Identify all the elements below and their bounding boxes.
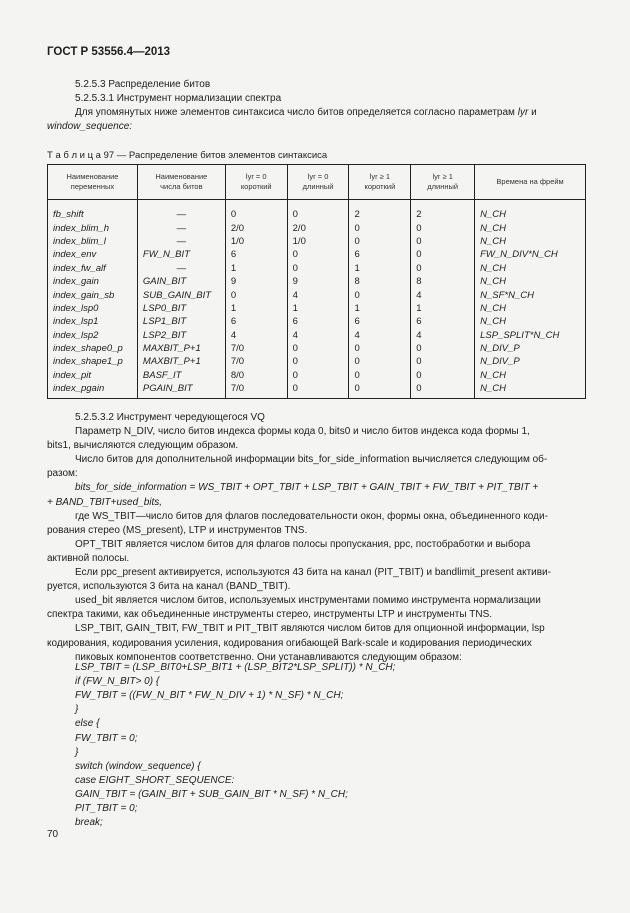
- intro-conj: и: [531, 107, 537, 118]
- table-cell: N_CH: [475, 369, 586, 382]
- table-row: [48, 315, 586, 328]
- code-line: FW_TBIT = 0;: [75, 732, 138, 744]
- table-cell: 6: [287, 315, 349, 328]
- table-cell: FW_N_DIV*N_CH: [475, 248, 586, 261]
- table-cell: —: [137, 262, 225, 275]
- table-cell: 0: [411, 248, 475, 261]
- table-cell: BASF_IT: [137, 369, 225, 382]
- code-line: FW_TBIT = ((FW_N_BIT * FW_N_DIV + 1) * N_SF) * N_CH;: [75, 690, 344, 702]
- table-row: [48, 235, 586, 248]
- table-cell: N_CH: [475, 302, 586, 315]
- table-cell: 1/0: [287, 235, 349, 248]
- table-cell: N_DIV_P: [475, 355, 586, 368]
- table-cell: 0: [349, 382, 411, 399]
- table-cell: 0: [287, 262, 349, 275]
- table-cell: index_pgain: [48, 382, 138, 399]
- table-cell: MAXBIT_P+1: [137, 355, 225, 368]
- table-row: [48, 200, 586, 222]
- column-header-line: Наименование: [66, 172, 119, 181]
- table-cell: PGAIN_BIT: [137, 382, 225, 399]
- table-row: [48, 262, 586, 275]
- table-cell: N_CH: [475, 200, 586, 222]
- table-cell: 0: [225, 200, 287, 222]
- table-cell: 4: [225, 329, 287, 342]
- table-cell: 6: [225, 315, 287, 328]
- table-cell: index_blim_h: [48, 221, 138, 234]
- column-header-line: короткий: [240, 182, 272, 191]
- code-line: }: [75, 704, 79, 716]
- column-header: [475, 165, 586, 200]
- body-line: рования стерео (MS_present), LTP и инструментов TNS.: [47, 524, 308, 536]
- code-line: }: [75, 746, 79, 758]
- column-header-line: длинный: [302, 182, 334, 191]
- table-cell: index_pit: [48, 369, 138, 382]
- table-cell: index_fw_alf: [48, 262, 138, 275]
- table-row: [48, 221, 586, 234]
- code-line: GAIN_TBIT = (GAIN_BIT + SUB_GAIN_BIT * N_SF) * N_CH;: [75, 788, 348, 800]
- table-cell: index_env: [48, 248, 138, 261]
- table-cell: index_gain: [48, 275, 138, 288]
- table-row: [48, 275, 586, 288]
- table-cell: GAIN_BIT: [137, 275, 225, 288]
- table-cell: N_CH: [475, 235, 586, 248]
- table-cell: 0: [411, 342, 475, 355]
- column-header: [349, 165, 411, 200]
- table-cell: 2/0: [225, 221, 287, 234]
- body-line: + BAND_TBIT+used_bits,: [47, 496, 163, 508]
- table-cell: 1: [411, 302, 475, 315]
- code-line: if (FW_N_BIT> 0) {: [75, 676, 160, 688]
- code-line: case EIGHT_SHORT_SEQUENCE:: [75, 774, 235, 786]
- table-cell: index_shape1_p: [48, 355, 138, 368]
- table-cell: MAXBIT_P+1: [137, 342, 225, 355]
- table-cell: 0: [411, 221, 475, 234]
- table-cell: N_DIV_P: [475, 342, 586, 355]
- table-cell: 8: [349, 275, 411, 288]
- document-header: ГОСТ Р 53556.4—2013: [47, 46, 171, 58]
- table-cell: N_CH: [475, 382, 586, 399]
- table-cell: 0: [349, 235, 411, 248]
- table-cell: —: [137, 221, 225, 234]
- code-line: else {: [75, 718, 100, 730]
- table-row: [48, 342, 586, 355]
- table-cell: index_lsp1: [48, 315, 138, 328]
- column-header: [137, 165, 225, 200]
- table-cell: 0: [411, 262, 475, 275]
- table-cell: —: [137, 235, 225, 248]
- table-cell: N_CH: [475, 275, 586, 288]
- table-cell: 1: [349, 302, 411, 315]
- table-cell: 0: [411, 369, 475, 382]
- intro-paragraph: [75, 106, 537, 120]
- table-cell: 4: [287, 329, 349, 342]
- table-cell: 0: [349, 369, 411, 382]
- body-line: bits_for_side_information = WS_TBIT + OPT_TBIT + LSP_TBIT + GAIN_TBIT + FW_TBIT + PIT_TBIT +: [75, 482, 539, 494]
- column-header-line: Времена на фрейм: [496, 177, 564, 186]
- table-cell: 0: [411, 382, 475, 399]
- body-line: руется, используются 3 бита на канал (BAND_TBIT).: [47, 581, 291, 593]
- table-cell: 6: [349, 248, 411, 261]
- table-cell: 7/0: [225, 342, 287, 355]
- column-header-line: числа битов: [160, 182, 203, 191]
- table-row: [48, 355, 586, 368]
- table-cell: index_shape0_p: [48, 342, 138, 355]
- table-cell: FW_N_BIT: [137, 248, 225, 261]
- table-cell: 9: [225, 275, 287, 288]
- table-cell: 0: [349, 288, 411, 301]
- table-cell: 2: [411, 200, 475, 222]
- column-header: [48, 165, 138, 200]
- column-header-line: длинный: [427, 182, 459, 191]
- table-row: [48, 382, 586, 399]
- table-cell: 1: [349, 262, 411, 275]
- table-caption: Т а б л и ц а 97 — Распределение битов элементов синтаксиса: [47, 150, 328, 161]
- table-cell: 0: [287, 342, 349, 355]
- table-cell: index_lsp2: [48, 329, 138, 342]
- intro-text: Для упомянутых ниже элементов синтаксиса число битов определяется согласно параметрам: [75, 107, 515, 118]
- body-line: Параметр N_DIV, число битов индекса формы кода 0, bits0 и число битов индекса кода формы 1,: [75, 426, 530, 437]
- table-cell: 6: [411, 315, 475, 328]
- table-cell: 2: [349, 200, 411, 222]
- column-header-line: lyr = 0: [245, 172, 267, 181]
- code-line: PIT_TBIT = 0;: [75, 803, 138, 814]
- table-cell: 0: [225, 288, 287, 301]
- code-line: break;: [75, 817, 103, 829]
- table-cell: index_lsp0: [48, 302, 138, 315]
- table-cell: 4: [411, 329, 475, 342]
- table-cell: 4: [349, 329, 411, 342]
- column-header-line: переменных: [70, 182, 115, 191]
- table-row: [48, 302, 586, 315]
- table-cell: 7/0: [225, 355, 287, 368]
- table-cell: 1: [225, 302, 287, 315]
- table-cell: 6: [225, 248, 287, 261]
- body-line: спектра такими, как объединенные инструменты стерео, инструменты LTP и инструменты TNS.: [47, 609, 493, 621]
- table-cell: 4: [411, 288, 475, 301]
- table-row: [48, 329, 586, 342]
- table-cell: 6: [349, 315, 411, 328]
- body-line: OPT_TBIT является числом битов для флагов полосы пропускания, ppc, постобработки и выбора: [75, 538, 531, 550]
- table-cell: 8: [411, 275, 475, 288]
- table-cell: LSP0_BIT: [137, 302, 225, 315]
- table-cell: 0: [287, 382, 349, 399]
- table-row: [48, 369, 586, 382]
- table-cell: 0: [287, 248, 349, 261]
- column-header: [287, 165, 349, 200]
- table-cell: 1: [225, 262, 287, 275]
- table-cell: SUB_GAIN_BIT: [137, 288, 225, 301]
- table-cell: index_gain_sb: [48, 288, 138, 301]
- table-row: [48, 248, 586, 261]
- body-line: активной полосы.: [47, 552, 130, 564]
- subsection-heading: 5.2.5.3.1 Инструмент нормализации спектра: [75, 93, 282, 104]
- table-cell: 0: [349, 355, 411, 368]
- table-cell: LSP_SPLIT*N_CH: [475, 329, 586, 342]
- intro-term-lyr: lyr: [517, 107, 529, 118]
- table-cell: N_CH: [475, 262, 586, 275]
- table-cell: N_CH: [475, 315, 586, 328]
- column-header: [411, 165, 475, 200]
- body-line: пиковых компонентов соответственно. Они устанавливаются следующим образом:: [75, 651, 462, 663]
- table-cell: 1: [287, 302, 349, 315]
- column-header-line: Наименование: [155, 172, 208, 181]
- table-header-row: [48, 165, 586, 200]
- column-header-line: короткий: [364, 182, 396, 191]
- table-cell: 0: [287, 200, 349, 222]
- bit-allocation-table: [47, 164, 586, 399]
- column-header-line: lyr ≥ 1: [369, 172, 391, 181]
- table-cell: 0: [349, 342, 411, 355]
- intro-term-window-sequence: window_sequence:: [47, 121, 133, 132]
- table-cell: 0: [287, 355, 349, 368]
- table-cell: N_CH: [475, 221, 586, 234]
- body-line: bits1, вычисляются следующим образом.: [47, 440, 239, 452]
- body-line: used_bit является числом битов, используемых инструментами помимо инструмента нормализации: [75, 595, 541, 607]
- body-line: Если ppc_present активируется, используются 43 бита на канал (PIT_TBIT) и bandlimit_present активи-: [75, 567, 551, 578]
- column-header-line: lyr = 0: [307, 172, 329, 181]
- column-header: [225, 165, 287, 200]
- table-cell: index_blim_l: [48, 235, 138, 248]
- table-cell: 2/0: [287, 221, 349, 234]
- column-header-line: lyr ≥ 1: [432, 172, 453, 181]
- body-line: где WS_TBIT—число битов для флагов последовательности окон, формы окна, объединенного коди-: [75, 510, 548, 522]
- section-heading-vq: 5.2.5.3.2 Инструмент чередующегося VQ: [75, 412, 265, 423]
- table-cell: 7/0: [225, 382, 287, 399]
- table-cell: 9: [287, 275, 349, 288]
- page-number: 70: [47, 829, 59, 840]
- body-line: LSP_TBIT, GAIN_TBIT, FW_TBIT и PIT_TBIT являются числом битов для опционной информации, lsp: [75, 623, 545, 635]
- table-cell: N_SF*N_CH: [475, 288, 586, 301]
- table-row: [48, 288, 586, 301]
- table-cell: 4: [287, 288, 349, 301]
- body-line: разом:: [47, 468, 78, 480]
- table-cell: 1/0: [225, 235, 287, 248]
- table-cell: LSP2_BIT: [137, 329, 225, 342]
- table-cell: 0: [349, 221, 411, 234]
- table-cell: 8/0: [225, 369, 287, 382]
- code-line: switch (window_sequence) {: [75, 760, 201, 772]
- table-cell: LSP1_BIT: [137, 315, 225, 328]
- table-cell: fb_shift: [48, 200, 138, 222]
- section-heading: 5.2.5.3 Распределение битов: [75, 79, 211, 90]
- table-cell: 0: [411, 235, 475, 248]
- body-line: Число битов для дополнительной информации bits_for_side_information вычисляется следующим об-: [75, 454, 548, 466]
- code-line: LSP_TBIT = (LSP_BIT0+LSP_BIT1 + (LSP_BIT2*LSP_SPLIT)) * N_CH;: [75, 662, 396, 673]
- table-cell: 0: [411, 355, 475, 368]
- table-cell: —: [137, 200, 225, 222]
- body-line: кодирования, кодирования усиления, кодирования огибающей Bark-scale и кодирования периодических: [47, 637, 532, 649]
- table-cell: 0: [287, 369, 349, 382]
